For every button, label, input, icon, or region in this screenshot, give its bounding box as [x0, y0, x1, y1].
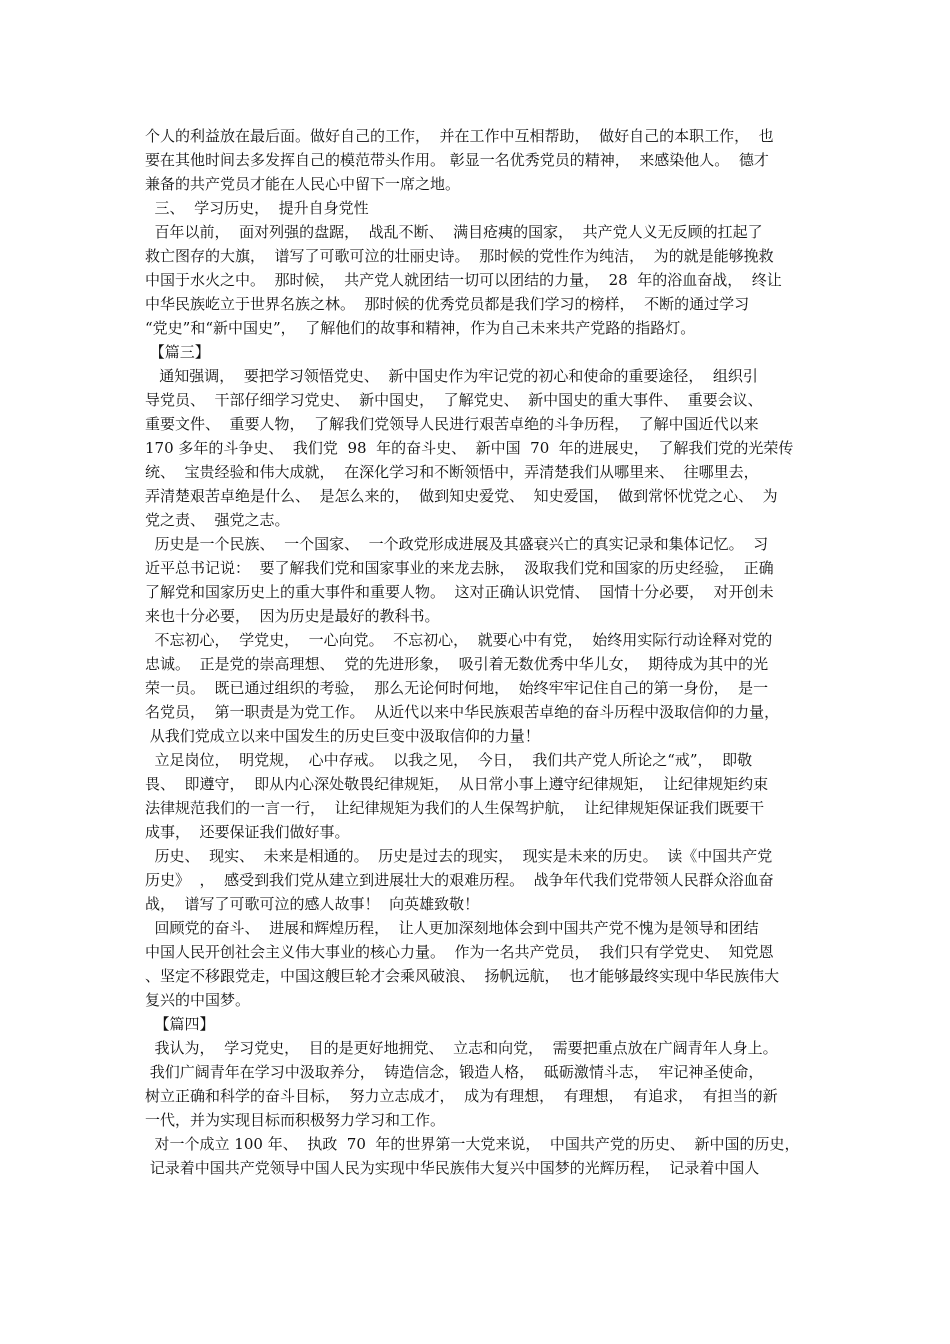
- text-line: 从我们党成立以来中国发生的历史巨变中汲取信仰的力量！: [145, 727, 540, 745]
- text-line: 对一个成立 100 年、 执政 70 年的世界第一大党来说， 中国共产党的历史、 新中国的历史，: [145, 1135, 800, 1153]
- text-line: 了解党和国家历史上的重大事件和重要人物。 这对正确认识党情、 国情十分必要， 对开创未: [145, 583, 774, 601]
- text-line: 要在其他时间去多发挥自己的模范带头作用。 彰显一名优秀党员的精神， 来感染他人。 德才: [145, 151, 769, 169]
- text-line: 树立正确和科学的奋斗目标， 努力立志成才， 成为有理想， 有理想， 有追求， 有担当的新: [145, 1087, 778, 1105]
- text-line: 170 多年的斗争史、 我们党 98 年的奋斗史、 新中国 70 年的进展史， 了解我们党的光荣传: [145, 439, 794, 457]
- document-page: [145, 124, 810, 1180]
- text-line: 百年以前， 面对列强的盘踞， 战乱不断、 满目疮痍的国家， 共产党人义无反顾的扛起了: [145, 223, 763, 241]
- text-line: 不忘初心， 学党史， 一心向党。 不忘初心， 就要心中有党， 始终用实际行动诠释对党的: [145, 631, 773, 649]
- text-line: 复兴的中国梦。: [145, 991, 251, 1009]
- text-line: 名党员， 第一职责是为党工作。 从近代以来中华民族艰苦卓绝的奋斗历程中汲取信仰的力量，: [145, 703, 780, 721]
- text-line: 法律规范我们的一言一行， 让纪律规矩为我们的人生保驾护航， 让纪律规矩保证我们既要干: [145, 799, 765, 817]
- text-line: 荣一员。 既已通过组织的考验， 那么无论何时何地， 始终牢牢记住自己的第一身份， 是一: [145, 679, 769, 697]
- text-line: 中国人民开创社会主义伟大事业的核心力量。 作为一名共产党员， 我们只有学党史、 知党恩: [145, 943, 774, 961]
- text-line: 近平总书记说： 要了解我们党和国家事业的来龙去脉， 汲取我们党和国家的历史经验， 正确: [145, 559, 774, 577]
- text-line: 我认为， 学习党史， 目的是更好地拥党、 立志和向党， 需要把重点放在广阔青年人身上。: [145, 1039, 778, 1057]
- text-line: 三、 学习历史， 提升自身党性: [145, 199, 369, 217]
- text-line: 、坚定不移跟党走，中国这艘巨轮才会乘风破浪、 扬帆远航， 也才能够最终实现中华民族伟大: [145, 967, 780, 985]
- text-line: 兼备的共产党员才能在人民心中留下一席之地。: [145, 175, 461, 193]
- text-line: 个人的利益放在最后面。做好自己的工作， 并在工作中互相帮助， 做好自己的本职工作， 也: [145, 127, 774, 145]
- text-line: 中华民族屹立于世界名族之林。 那时候的优秀党员都是我们学习的榜样， 不断的通过学习: [145, 295, 750, 313]
- text-line: 回顾党的奋斗、 进展和辉煌历程， 让人更加深刻地体会到中国共产党不愧为是领导和团结: [145, 919, 759, 937]
- text-line: 统、 宝贵经验和伟大成就， 在深化学习和不断领悟中，弄清楚我们从哪里来、 往哪里去，: [145, 463, 759, 481]
- text-line: 【篇四】: [145, 1015, 215, 1033]
- text-line: 弄清楚艰苦卓绝是什么、 是怎么来的， 做到知史爱党、 知史爱国， 做到常怀忧党之心、 为: [145, 487, 778, 505]
- text-line: 【篇三】: [145, 343, 210, 361]
- text-line: 导党员、 干部仔细学习党史、 新中国史， 了解党史、 新中国史的重大事件、 重要会议、: [145, 391, 763, 409]
- text-line: 中国于水火之中。 那时候， 共产党人就团结一切可以团结的力量， 28 年的浴血奋战， 终让: [145, 271, 782, 289]
- text-line: 历史》 ， 感受到我们党从建立到进展壮大的艰难历程。 战争年代我们党带领人民群众浴血奋: [145, 871, 774, 889]
- text-line: 记录着中国共产党领导中国人民为实现中华民族伟大复兴中国梦的光辉历程， 记录着中国人: [145, 1159, 760, 1177]
- text-line: “党史”和“新中国史”， 了解他们的故事和精神，作为自己未来共产党路的指路灯。: [145, 319, 696, 337]
- text-line: 救亡图存的大旗， 谱写了可歌可泣的壮丽史诗。 那时候的党性作为纯洁， 为的就是能够挽救: [145, 247, 774, 265]
- text-line: 通知强调， 要把学习领悟党史、 新中国史作为牢记党的初心和使命的重要途径， 组织引: [145, 367, 758, 385]
- text-line: 成事， 还要保证我们做好事。: [145, 823, 350, 841]
- text-line: 来也十分必要， 因为历史是最好的教科书。: [145, 607, 440, 625]
- text-line: 立足岗位， 明党规， 心中存戒。 以我之见， 今日， 我们共产党人所论之“戒”， 即敬: [145, 751, 753, 769]
- text-line: 历史是一个民族、 一个国家、 一个政党形成进展及其盛衰兴亡的真实记录和集体记忆。 习: [145, 535, 769, 553]
- text-line: 党之责、 强党之志。: [145, 511, 290, 529]
- text-line: 一代，并为实现目标而积极努力学习和工作。: [145, 1111, 446, 1129]
- text-line: 畏、 即遵守， 即从内心深处敬畏纪律规矩， 从日常小事上遵守纪律规矩， 让纪律规矩约束: [145, 775, 769, 793]
- text-line: 历史、 现实、 未来是相通的。 历史是过去的现实， 现实是未来的历史。 读《中国共产党: [145, 847, 773, 865]
- text-line: 重要文件、 重要人物， 了解我们党领导人民进行艰苦卓绝的斗争历程， 了解中国近代以来: [145, 415, 759, 433]
- text-line: 忠诚。 正是党的崇高理想、 党的先进形象， 吸引着无数优秀中华儿女， 期待成为其中的光: [145, 655, 769, 673]
- text-line: 战， 谱写了可歌可泣的感人故事！ 向英雄致敬！: [145, 895, 480, 913]
- text-line: 我们广阔青年在学习中汲取养分， 铸造信念，锻造人格， 砥砺激情斗志， 牢记神圣使命，: [145, 1063, 764, 1081]
